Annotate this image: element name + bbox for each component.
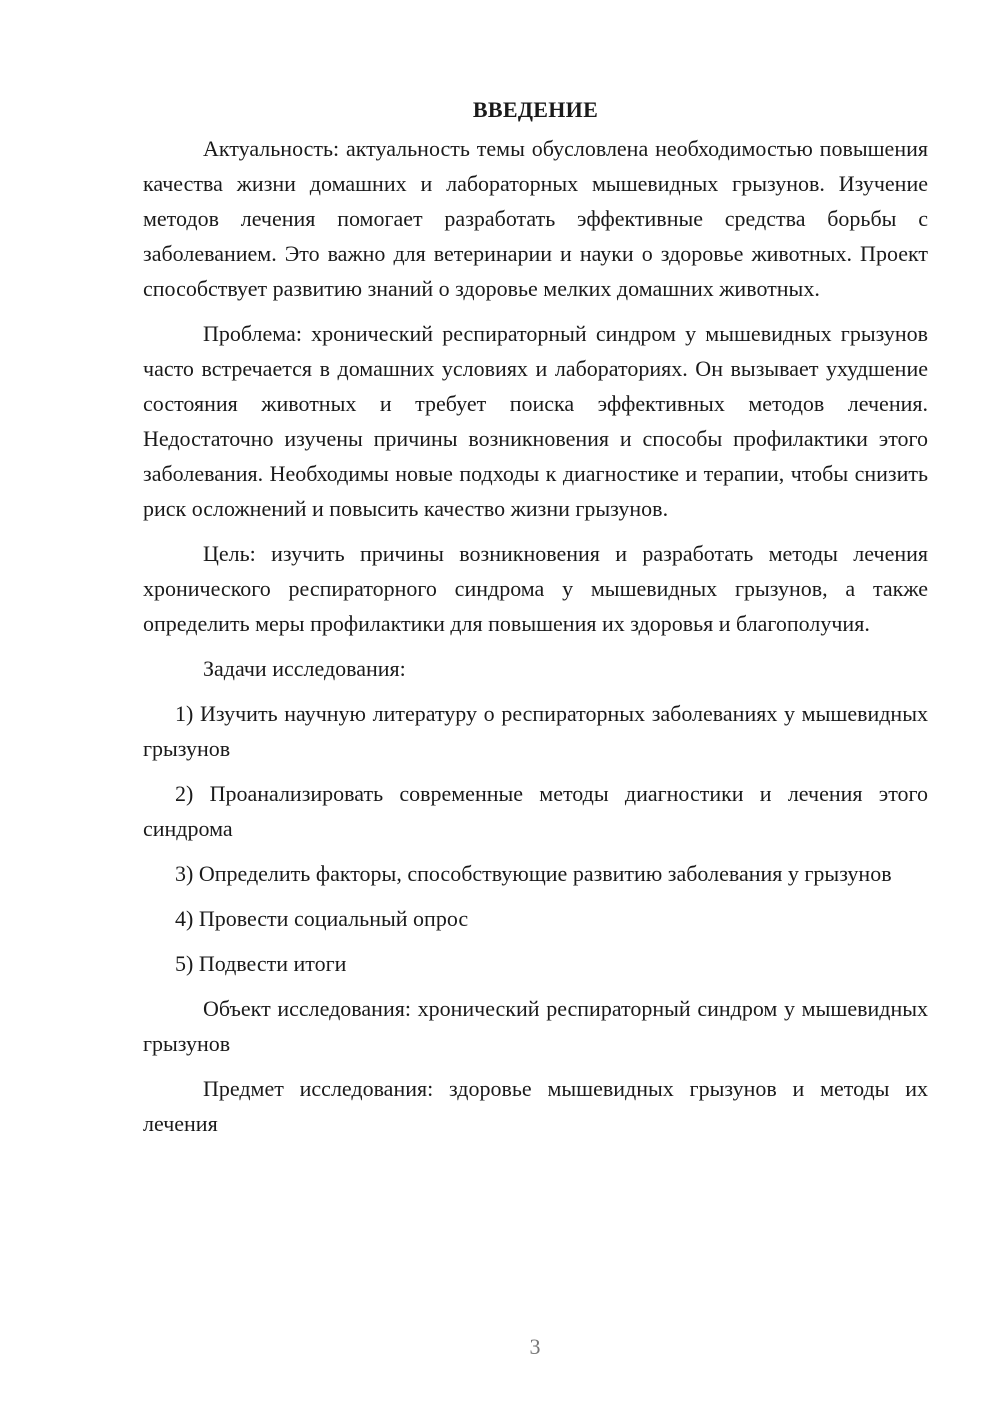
problem-paragraph: Проблема: хронический респираторный синдром у мышевидных грызунов часто встречается в домашних условиях и лабораториях. Он вызывает ухудшение состояния животных и требует поиска эффективных методов лечения. Недостаточно изучены причины возникновения и способы профилактики этого заболевания. Необходимы новые подходы к диагностике и терапии, чтобы снизить риск осложнений и повысить качество жизни грызунов. bbox=[143, 321, 928, 521]
page-content bbox=[143, 92, 928, 1151]
relevance-paragraph: Актуальность: актуальность темы обусловлена необходимостью повышения качества жизни домашних и лабораторных мышевидных грызунов. Изучение методов лечения помогает разработать эффективные средства борьбы с заболеванием. Это важно для ветеринарии и науки о здоровье животных. Проект способствует развитию знаний о здоровье мелких домашних животных. bbox=[143, 136, 928, 301]
goal-paragraph: Цель: изучить причины возникновения и разработать методы лечения хронического респираторного синдрома у мышевидных грызунов, а также определить меры профилактики для повышения их здоровья и благополучия. bbox=[143, 541, 928, 636]
task-item-1: 1) Изучить научную литературу о респираторных заболеваниях у мышевидных грызунов bbox=[143, 701, 928, 761]
task-item-4: 4) Провести социальный опрос bbox=[175, 906, 469, 931]
task-item-3: 3) Определить факторы, способствующие развитию заболевания у грызунов bbox=[175, 861, 892, 886]
section-title: ВВЕДЕНИЕ bbox=[472, 97, 599, 122]
subject-paragraph: Предмет исследования: здоровье мышевидных грызунов и методы их лечения bbox=[143, 1076, 928, 1136]
task-item-5: 5) Подвести итоги bbox=[175, 951, 347, 976]
page-number: 3 bbox=[529, 1334, 541, 1359]
object-paragraph: Объект исследования: хронический респираторный синдром у мышевидных грызунов bbox=[143, 996, 928, 1056]
task-item-2: 2) Проанализировать современные методы диагностики и лечения этого синдрома bbox=[143, 781, 928, 841]
tasks-heading: Задачи исследования: bbox=[203, 656, 406, 681]
